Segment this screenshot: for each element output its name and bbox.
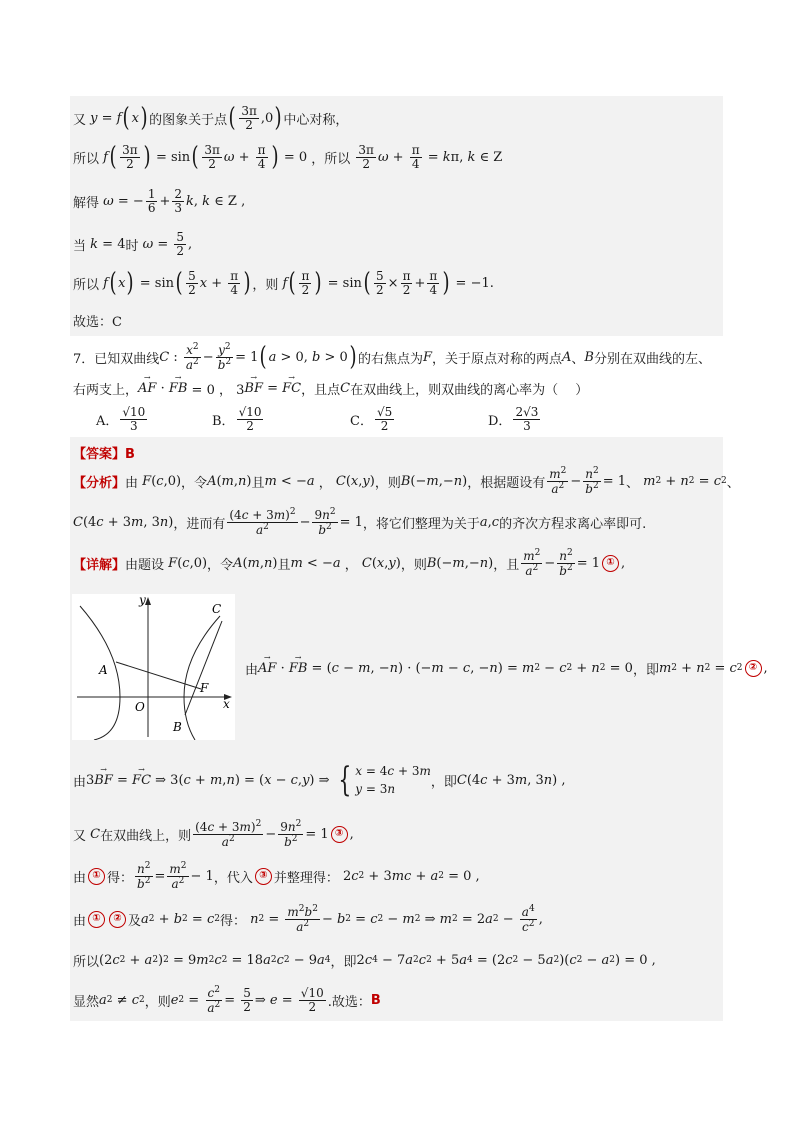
- analysis-line-1: 【分析】 由 F ( c ,0) ，令 A ( m , n ) 且 m < − a ， C ( x , y ) ，则 B (− m ,− n ) ，根据题设有 $\frac{m^2}{a^2}$ − $\frac{n^2}{b^2}$ = 1 、 m 2 + n 2 = c 2 、: [73, 465, 740, 496]
- option-c[interactable]: C． $\frac{√5}{2}$: [350, 404, 393, 433]
- label-a: A: [99, 663, 108, 677]
- label-y: y: [139, 594, 146, 607]
- detail-line-1: 【详解】 由题设 F ( c ,0) ，令 A ( m , n ) 且 m < − a ， C ( x , y ) ，则 B (− m ,− n ) ，且 $\frac{m^2}{a^2}$ − $\frac{n^2}{b^2}$ = 1 ① ,: [73, 547, 626, 578]
- option-b[interactable]: B． $\frac{√10}{2}$: [212, 404, 262, 433]
- solution-line-4: 当 k = 4 时 ω = $\frac{5}{2}$ ,: [73, 229, 193, 258]
- label-f: F: [200, 681, 209, 695]
- detail-line-5: 由 ① 得： $\frac{n^2}{b^2}$ = $\frac{m^2}{a^2}$ − 1 ，代入 ③ 并整理得： 2 c 2 + 3 mc + a 2 = 0 ,: [73, 860, 480, 891]
- label-x: x: [223, 697, 230, 711]
- detail-line-7: 所以 (2 c 2 + a 2 ) 2 = 9 m 2 c 2 = 18 a 2 c 2 − 9 a 4 ，即 2 c 4 − 7 a 2 c 2 + 5 a 4 = (2 c 2 − 5 a 2 )( c 2 − a 2 ) = 0 ,: [73, 952, 656, 970]
- solution-line-3: 解得 ω = − $\frac{1}{6}$ + $\frac{2}{3}$ k , k ∈ Z ,: [73, 186, 246, 215]
- solution-line-5: 所以 f ( x ) = sin ( $\frac{5}{2}$ x + $\frac{\pi}{4}$ ) ，则 f ( $\frac{\pi}{2}$ ) = sin ( $\frac{5}{2}$ × $\frac{\pi}{2}$ + $\frac{\pi}{4}$ ) = −1.: [73, 268, 494, 298]
- option-d[interactable]: D． $\frac{2√3}{3}$: [488, 404, 539, 433]
- option-a[interactable]: A． $\frac{√10}{3}$: [96, 404, 146, 433]
- solution-line-1: 又 y = f ( x ) 的图象关于点 ( $\frac{3\pi}{2}$ ,0 ) 中心对称，: [73, 103, 349, 133]
- detail-line-2: 由 → AF · → FB = ( c − m , − n ) · (− m − c , − n ) = m 2 − c 2 + n 2 = 0 ，即 m 2 + n 2 = c 2 ② ,: [245, 656, 768, 680]
- y-axis-arrow: [145, 597, 151, 605]
- hyperbola-diagram: [72, 594, 235, 740]
- question-line-1: 7．已知双曲线 C : $\frac{x^2}{a^2}$ − $\frac{y^2}{b^2}$ = 1 ( a > 0, b > 0 ) 的右焦点为 F ，关于原点对称的两点 A 、 B 分别在双曲线的左、: [73, 341, 711, 372]
- label-c: C: [212, 602, 222, 616]
- right-branch: [184, 616, 220, 740]
- detail-line-6: 由 ① ② 及 a 2 + b 2 = c 2 得： n 2 = $\frac{m^2b^2}{a^2}$ − b 2 = c 2 − m 2 ⇒ m 2 = 2 a 2 − $\frac{a^4}{c^2}$ ,: [73, 903, 543, 934]
- question-line-2: 右两支上， → AF · → FB = 0 ， 3 → BF = → FC ，且点 C 在双曲线上，则双曲线的离心率为（ ）: [73, 377, 588, 399]
- label-b: B: [173, 720, 182, 734]
- detail-line-3: 由 3 → BF = → FC ⇒ 3( c + m , n ) = ( x − c , y ) ⇒ { x = 4c + 3m y = 3n ，即 C (4 c + 3 m , 3 n ) ,: [73, 758, 565, 802]
- segment-bc: [185, 621, 222, 715]
- detail-line-4: 又 C 在双曲线上，则 $\frac{(4c + 3m)^2}{a^2}$ − $\frac{9n^2}{b^2}$ = 1 ③ ,: [73, 818, 354, 849]
- answer-line: 【答案】B: [73, 446, 135, 462]
- segment-af: [116, 662, 201, 689]
- analysis-line-2: C (4 c + 3 m , 3 n ) ，进而有 $\frac{(4c + 3m)^2}{a^2}$ − $\frac{9n^2}{b^2}$ = 1 ，将它们整理为关于 a , c 的齐次方程求离心率即可.: [73, 506, 647, 537]
- solution-line-2: 所以 f ( $\frac{3\pi}{2}$ ) = sin ( $\frac{3\pi}{2}$ ω + $\frac{\pi}{4}$ ) = 0 ，所以 $\frac{3\pi}{2}$ ω + $\frac{\pi}{4}$ = k π, k ∈ Z: [73, 142, 503, 172]
- label-o: O: [135, 700, 145, 714]
- solution-answer: 故选：C: [73, 314, 122, 330]
- solution-block-top: [70, 96, 723, 336]
- detail-line-8: 显然 a 2 ≠ c 2 ，则 e 2 = $\frac{c^2}{a^2}$ = $\frac{5}{2}$ ⇒ e = $\frac{√10}{2}$ .故选： B: [73, 984, 381, 1015]
